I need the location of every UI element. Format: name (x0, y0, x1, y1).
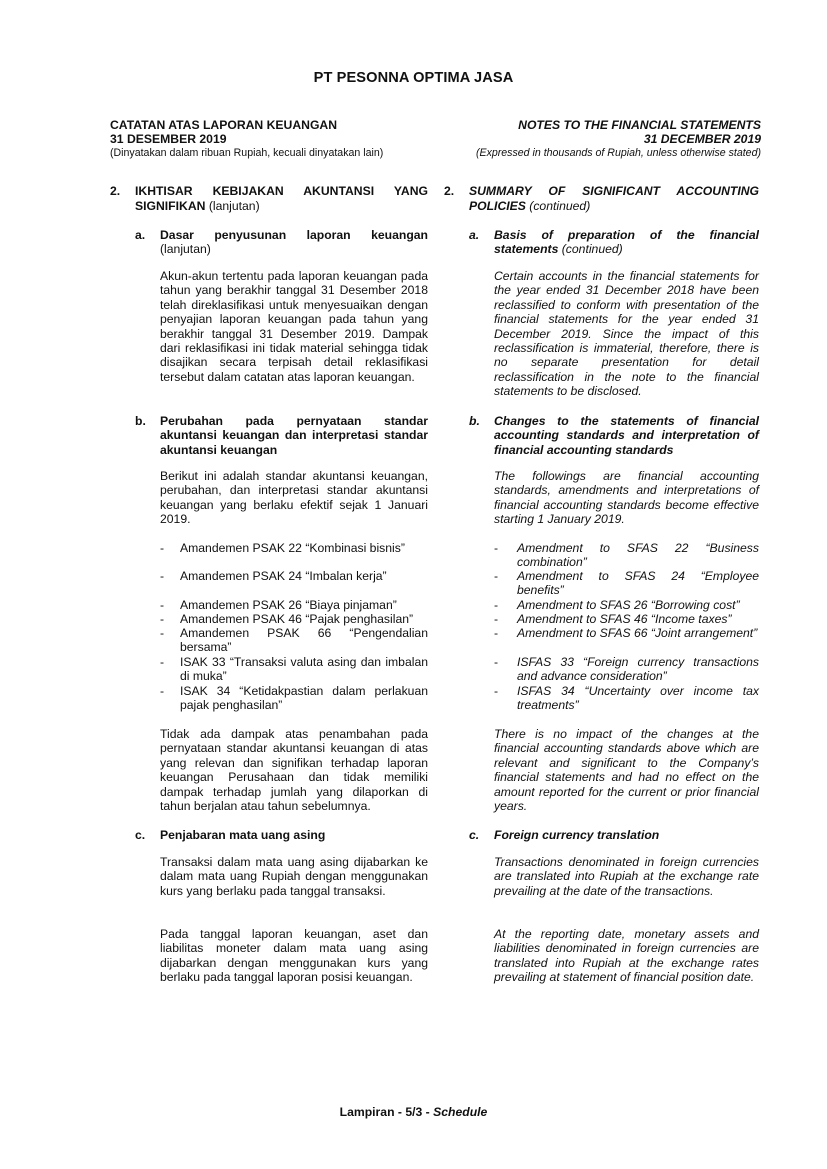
header-date-right: 31 DECEMBER 2019 (643, 132, 761, 146)
subsection-c-paragraph2-right: At the reporting date, monetary assets and liabilities denominated in foreign currencies are translated into Rupiah at the exchange rates prevailing at statement of financial position date. (494, 927, 759, 985)
list-item-left: Amandemen PSAK 24 “Imbalan kerja” (180, 569, 387, 583)
list-item-left: ISAK 34 “Ketidakpastian dalam perlakuan pajak penghasilan” (180, 684, 428, 713)
subsection-c-letter-right: c. (469, 828, 480, 842)
header-title-left: CATATAN ATAS LAPORAN KEUANGAN (110, 118, 338, 132)
subsection-b-title-left: Perubahan pada pernyataan standar akuntansi keuangan dan interpretasi standar akuntansi keuangan (160, 414, 428, 457)
list-item-right: Amendment to SFAS 22 “Business combination” (517, 541, 759, 570)
list-dash: - (160, 612, 165, 626)
subsection-a-cont-left: (lanjutan) (160, 242, 211, 256)
subsection-a-paragraph-right: Certain accounts in the financial statements for the year ended 31 December 2018 have been reclassified to conform with presentation of the financial statements for the year ended 31 December 2019. Since the impact of this reclassification is immaterial, therefore, there is no separate presentation for detail reclassification in the note to the financial statements to be disclosed. (494, 269, 759, 399)
footer-label-italic: Schedule (433, 1105, 488, 1119)
list-dash: - (494, 569, 499, 583)
subsection-b-title-right: Changes to the statements of financial accounting standards and interpretation of financial accounting standards (494, 414, 759, 457)
page-footer (0, 1105, 827, 1119)
header-date-left: 31 DESEMBER 2019 (110, 132, 227, 146)
subsection-b-closing-left: Tidak ada dampak atas penambahan pada pernyataan standar akuntansi keuangan di atas yang relevan dan signifikan terhadap laporan keuangan Perusahaan dan tidak memiliki dampak terhadap jumlah yang dilaporkan di tahun berjalan atau tahun sebelumnya. (160, 727, 428, 814)
footer-label: Lampiran - 5/3 - (339, 1105, 430, 1119)
list-item-left: Amandemen PSAK 66 “Pengendalian bersama” (180, 626, 428, 655)
section-number-right: 2. (444, 184, 455, 198)
list-item-right: Amendment to SFAS 24 “Employee benefits” (517, 569, 759, 598)
section-title-right: SUMMARY OF SIGNIFICANT ACCOUNTING (469, 184, 759, 198)
list-item-right: Amendment to SFAS 66 “Joint arrangement” (517, 626, 758, 640)
subsection-a-paragraph-left: Akun-akun tertentu pada laporan keuangan pada tahun yang berakhir tanggal 31 Desember 2018 telah direklasifikasi untuk menyesuaikan dengan penyajian laporan keuangan pada tahun yang berakhir tanggal 31 Desember 2019. Dampak dari reklasifikasi ini tidak material sehingga tidak disajikan secara terpisah detail reklasifikasi tersebut dalam catatan atas laporan keuangan. (160, 269, 428, 384)
list-dash: - (160, 626, 165, 640)
subsection-b-closing-right: There is no impact of the changes at the financial accounting standards above which are relevant and significant to the Company’s financial statements and had no effect on the amount reported for the current or prior financial years. (494, 727, 759, 814)
list-item-left: Amandemen PSAK 26 “Biaya pinjaman” (180, 598, 397, 612)
list-item-left: Amandemen PSAK 22 “Kombinasi bisnis” (180, 541, 405, 555)
header-note-left: (Dinyatakan dalam ribuan Rupiah, kecuali dinyatakan lain) (110, 147, 384, 159)
list-item-left: Amandemen PSAK 46 “Pajak penghasilan” (180, 612, 414, 626)
list-item-right: ISFAS 34 “Uncertainty over income tax treatments” (517, 684, 759, 713)
list-dash: - (494, 612, 499, 626)
header-note-right: (Expressed in thousands of Rupiah, unless otherwise stated) (475, 147, 761, 159)
subsection-c-paragraph1-right: Transactions denominated in foreign currencies are translated into Rupiah at the exchange rate prevailing at the date of the transactions. (494, 855, 759, 898)
subsection-c-title-right: Foreign currency translation (494, 828, 660, 842)
subsection-c-title-left: Penjabaran mata uang asing (160, 828, 326, 842)
subsection-a-letter-left: a. (135, 228, 146, 242)
subsection-b-letter-right: b. (469, 414, 480, 428)
list-dash: - (494, 626, 499, 640)
list-dash: - (160, 598, 165, 612)
list-item-right: Amendment to SFAS 46 “Income taxes” (517, 612, 732, 626)
list-dash: - (494, 541, 499, 555)
list-dash: - (160, 655, 165, 669)
subsection-c-paragraph1-left: Transaksi dalam mata uang asing dijabarkan ke dalam mata uang Rupiah dengan menggunakan kurs yang berlaku pada tanggal transaksi. (160, 855, 428, 898)
list-dash: - (160, 684, 165, 698)
section-number-left: 2. (110, 184, 121, 198)
subsection-a-letter-right: a. (469, 228, 480, 242)
header-title-right: NOTES TO THE FINANCIAL STATEMENTS (518, 118, 761, 132)
subsection-b-intro-right: The followings are financial accounting standards, amendments and interpretations of financial accounting standards become effective starting 1 January 2019. (494, 469, 759, 527)
list-dash: - (160, 541, 165, 555)
subsection-a-title-right: Basis of preparation of the financial (494, 228, 759, 242)
subsection-c-paragraph2-left: Pada tanggal laporan keuangan, aset dan liabilitas moneter dalam mata uang asing dijabarkan dengan menggunakan kurs yang berlaku pada tanggal laporan posisi keuangan. (160, 927, 428, 985)
company-name: PT PESONNA OPTIMA JASA (313, 70, 514, 86)
subsection-b-intro-left: Berikut ini adalah standar akuntansi keuangan, perubahan, dan interpretasi standar akuntansi keuangan yang berlaku efektif sejak 1 Januari 2019. (160, 469, 428, 527)
section-cont-left: (lanjutan) (208, 199, 260, 213)
subsection-a-cont-right: (continued) (561, 242, 623, 256)
list-item-right: ISFAS 33 “Foreign currency transactions and advance consideration” (517, 655, 759, 684)
list-item-right: Amendment to SFAS 26 “Borrowing cost” (517, 598, 740, 612)
list-item-left: ISAK 33 “Transaksi valuta asing dan imbalan di muka” (180, 655, 428, 684)
section-title-left-line2: SIGNIFIKAN (lanjutan) (135, 199, 260, 213)
section-title-left: IKHTISAR KEBIJAKAN AKUNTANSI YANG (135, 184, 428, 198)
subsection-c-letter-left: c. (135, 828, 146, 842)
subsection-a-title-right-line2: statements (continued) (494, 242, 623, 256)
list-dash: - (494, 655, 499, 669)
list-dash: - (494, 684, 499, 698)
section-cont-right: (continued) (529, 199, 591, 213)
section-title-right-line2: POLICIES (continued) (469, 199, 591, 213)
subsection-b-letter-left: b. (135, 414, 146, 428)
list-dash: - (160, 569, 165, 583)
subsection-a-title-left: Dasar penyusunan laporan keuangan (160, 228, 428, 242)
list-dash: - (494, 598, 499, 612)
